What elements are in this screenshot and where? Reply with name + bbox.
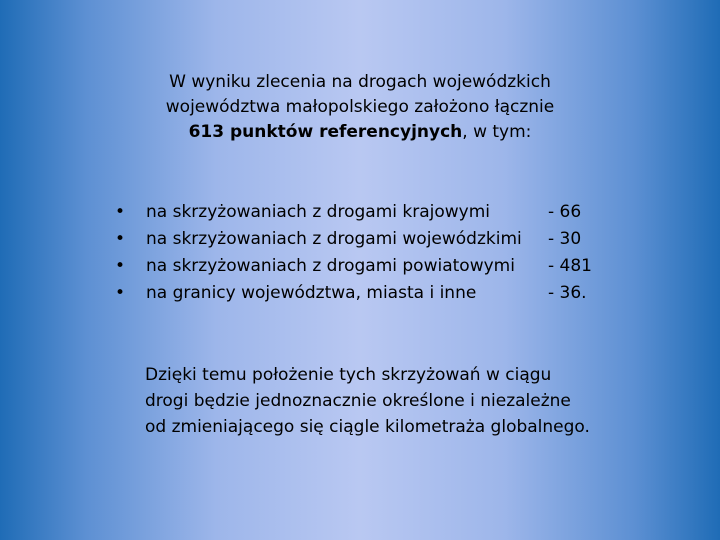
outro-line-1: Dzięki temu położenie tych skrzyżowań w ciągu: [145, 365, 552, 385]
bullet-icon: •: [114, 229, 126, 249]
list-item-value: - 30: [548, 229, 582, 249]
outro-line-2: drogi będzie jednoznacznie określone i niezależne: [145, 391, 571, 411]
list-item: [110, 253, 630, 280]
bullet-icon: •: [114, 256, 126, 276]
list-item-label: na skrzyżowaniach z drogami powiatowymi: [146, 256, 515, 276]
list-item-label: na granicy województwa, miasta i inne: [146, 283, 477, 303]
bullet-icon: •: [114, 283, 126, 303]
intro-line-3: [110, 120, 610, 145]
list-item-value: - 36.: [548, 283, 587, 303]
intro-tail: , w tym:: [462, 122, 532, 142]
intro-paragraph: [110, 70, 610, 145]
list-item-label: na skrzyżowaniach z drogami krajowymi: [146, 202, 491, 222]
bullet-icon: •: [114, 202, 126, 222]
list-item: [110, 226, 630, 253]
breakdown-list: [110, 199, 630, 307]
list-item: [110, 199, 630, 226]
intro-line-1: W wyniku zlecenia na drogach wojewódzkich: [169, 72, 551, 92]
list-item-label: na skrzyżowaniach z drogami wojewódzkimi: [146, 229, 522, 249]
intro-line-2: województwa małopolskiego założono łącznie: [165, 97, 555, 117]
list-item-value: - 66: [548, 202, 582, 222]
outro-paragraph: [145, 362, 625, 440]
list-item-value: - 481: [548, 256, 592, 276]
outro-line-3: od zmieniającego się ciągle kilometraża globalnego.: [145, 417, 590, 437]
intro-highlight: 613 punktów referencyjnych: [188, 122, 463, 142]
list-item: [110, 280, 630, 307]
